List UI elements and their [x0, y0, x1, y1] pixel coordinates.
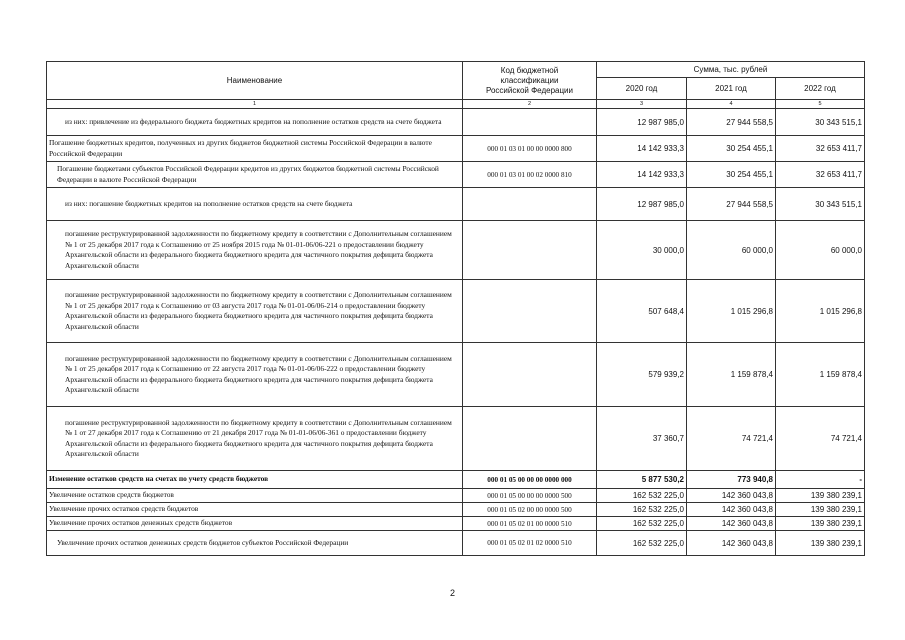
- row-name: из них: привлечение из федерального бюджета бюджетных кредитов на пополнение остатков средств на счете бюджета: [47, 109, 463, 136]
- row-value-2022: 1 015 296,8: [776, 280, 865, 343]
- row-code: 000 01 05 00 00 00 0000 500: [463, 489, 597, 503]
- col-index-5: 5: [776, 100, 865, 109]
- header-name: Наименование: [47, 62, 463, 100]
- header-year-2022: 2022 год: [776, 78, 865, 100]
- row-code: 000 01 05 02 00 00 0000 500: [463, 503, 597, 517]
- row-value-2020: 507 648,4: [597, 280, 687, 343]
- row-value-2021: 74 721,4: [687, 407, 776, 471]
- table-row: [47, 343, 865, 407]
- row-value-2020: 162 532 225,0: [597, 489, 687, 503]
- table-row: [47, 489, 865, 503]
- table-row: [47, 136, 865, 162]
- row-value-2022: 139 380 239,1: [776, 489, 865, 503]
- header-year-2021: 2021 год: [687, 78, 776, 100]
- row-value-2021: 142 360 043,8: [687, 517, 776, 531]
- col-index-3: 3: [597, 100, 687, 109]
- col-index-4: 4: [687, 100, 776, 109]
- row-value-2021: 27 944 558,5: [687, 188, 776, 221]
- row-value-2022: 139 380 239,1: [776, 503, 865, 517]
- row-value-2020: 14 142 933,3: [597, 136, 687, 162]
- row-name: Погашение бюджетных кредитов, полученных из других бюджетов бюджетной системы Российской Федерации в валюте Российской Федерации: [47, 136, 463, 162]
- row-value-2021: 30 254 455,1: [687, 162, 776, 188]
- row-value-2022: 30 343 515,1: [776, 109, 865, 136]
- row-value-2020: 5 877 530,2: [597, 471, 687, 489]
- header-code: Код бюджетной классификации Российской Федерации: [463, 62, 597, 100]
- row-value-2021: 30 254 455,1: [687, 136, 776, 162]
- row-code: [463, 407, 597, 471]
- row-code: [463, 188, 597, 221]
- row-value-2022: 30 343 515,1: [776, 188, 865, 221]
- row-code: [463, 343, 597, 407]
- row-value-2021: 142 360 043,8: [687, 503, 776, 517]
- row-value-2022: 139 380 239,1: [776, 517, 865, 531]
- row-value-2020: 12 987 985,0: [597, 188, 687, 221]
- page-number: 2: [449, 588, 455, 598]
- budget-table: [46, 61, 865, 556]
- table-row: [47, 162, 865, 188]
- col-index-1: 1: [47, 100, 463, 109]
- row-value-2021: 773 940,8: [687, 471, 776, 489]
- row-value-2020: 30 000,0: [597, 221, 687, 280]
- row-value-2020: 162 532 225,0: [597, 503, 687, 517]
- table-row: [47, 221, 865, 280]
- row-value-2021: 27 944 558,5: [687, 109, 776, 136]
- row-code: 000 01 05 02 01 00 0000 510: [463, 517, 597, 531]
- row-name: Увеличение прочих остатков денежных средств бюджетов: [47, 517, 463, 531]
- row-value-2022: 32 653 411,7: [776, 136, 865, 162]
- row-value-2022: 1 159 878,4: [776, 343, 865, 407]
- row-value-2020: 579 939,2: [597, 343, 687, 407]
- row-name: Увеличение прочих остатков денежных средств бюджетов субъектов Российской Федерации: [47, 531, 463, 556]
- table-row: [47, 531, 865, 556]
- row-value-2021: 60 000,0: [687, 221, 776, 280]
- table-row: [47, 517, 865, 531]
- row-code: [463, 109, 597, 136]
- table-row: [47, 188, 865, 221]
- row-name: Увеличение остатков средств бюджетов: [47, 489, 463, 503]
- row-name: погашение реструктурированной задолженности по бюджетному кредиту в соответствии с Дополнительным соглашением № 1 от 25 декабря 2017 года к Соглашению от 22 августа 2017 года № 01-01-06/06-222 о предоставлении бюджету Архангельской области из федерального бюджета бюджетного кредита для частичного покрытия дефицита бюджета Архангельской области: [47, 343, 463, 407]
- row-code: [463, 280, 597, 343]
- row-value-2020: 12 987 985,0: [597, 109, 687, 136]
- row-value-2021: 142 360 043,8: [687, 531, 776, 556]
- row-value-2021: 1 159 878,4: [687, 343, 776, 407]
- row-value-2022: 139 380 239,1: [776, 531, 865, 556]
- table-row: [47, 109, 865, 136]
- row-code: 000 01 03 01 00 00 0000 800: [463, 136, 597, 162]
- table-row: [47, 471, 865, 489]
- header-year-2020: 2020 год: [597, 78, 687, 100]
- row-code: 000 01 05 02 01 02 0000 510: [463, 531, 597, 556]
- header-sum: Сумма, тыс. рублей: [597, 62, 865, 78]
- row-value-2022: 74 721,4: [776, 407, 865, 471]
- row-value-2020: 162 532 225,0: [597, 531, 687, 556]
- row-value-2022: 60 000,0: [776, 221, 865, 280]
- row-value-2021: 142 360 043,8: [687, 489, 776, 503]
- row-value-2021: 1 015 296,8: [687, 280, 776, 343]
- row-code: [463, 221, 597, 280]
- row-value-2022: -: [776, 471, 865, 489]
- row-code: 000 01 05 00 00 00 0000 000: [463, 471, 597, 489]
- table-row: [47, 280, 865, 343]
- table-row: [47, 503, 865, 517]
- row-name: погашение реструктурированной задолженности по бюджетному кредиту в соответствии с Дополнительным соглашением № 1 от 25 декабря 2017 года к Соглашению от 03 августа 2017 года № 01-01-06/06-214 о предоставлении бюджету Архангельской области из федерального бюджета бюджетного кредита для частичного покрытия дефицита бюджета Архангельской области: [47, 280, 463, 343]
- row-name: погашение реструктурированной задолженности по бюджетному кредиту в соответствии с Дополнительным соглашением № 1 от 27 декабря 2017 года к Соглашению от 21 декабря 2017 года № 01-01-06/06-361 о предоставлении бюджету Архангельской области из федерального бюджета бюджетного кредита для частичного покрытия дефицита бюджета Архангельской области: [47, 407, 463, 471]
- table-row: [47, 407, 865, 471]
- row-value-2020: 14 142 933,3: [597, 162, 687, 188]
- row-name: из них: погашение бюджетных кредитов на пополнение остатков средств на счете бюджета: [47, 188, 463, 221]
- row-name: Погашение бюджетами субъектов Российской Федерации кредитов из других бюджетов бюджетной системы Российской Федерации в валюте Российской Федерации: [47, 162, 463, 188]
- row-name: Изменение остатков средств на счетах по учету средств бюджетов: [47, 471, 463, 489]
- col-index-2: 2: [463, 100, 597, 109]
- row-name: Увеличение прочих остатков средств бюджетов: [47, 503, 463, 517]
- row-value-2020: 162 532 225,0: [597, 517, 687, 531]
- row-name: погашение реструктурированной задолженности по бюджетному кредиту в соответствии с Дополнительным соглашением № 1 от 25 декабря 2017 года к Соглашению от 25 ноября 2015 года № 01-01-06/06-221 о предоставлении бюджету Архангельской области из федерального бюджета бюджетного кредита для частичного покрытия дефицита бюджета Архангельской области: [47, 221, 463, 280]
- row-value-2022: 32 653 411,7: [776, 162, 865, 188]
- row-code: 000 01 03 01 00 02 0000 810: [463, 162, 597, 188]
- row-value-2020: 37 360,7: [597, 407, 687, 471]
